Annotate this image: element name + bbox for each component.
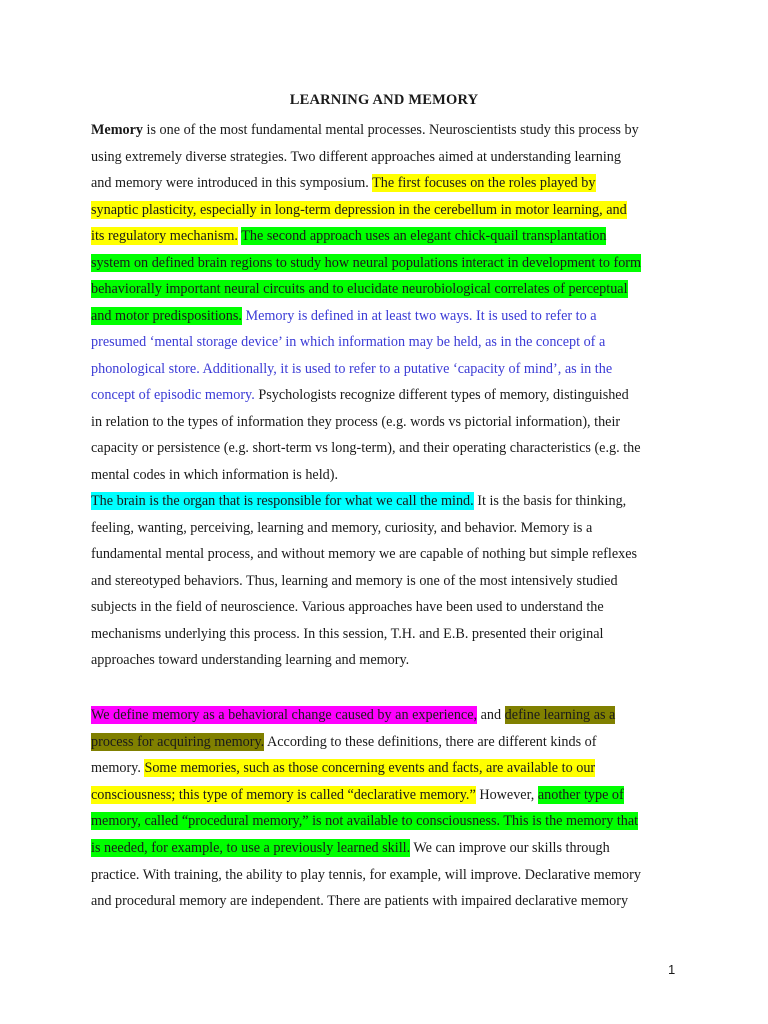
text-line [91, 386, 681, 404]
text-segment: using extremely diverse strategies. Two different approaches aimed at understanding learning [91, 148, 621, 165]
text-segment: The brain is the organ that is responsible for what we call the mind. [91, 493, 474, 509]
text-segment: We define memory as a behavioral change caused by an experience, [91, 707, 478, 723]
text-segment: and procedural memory are independent. There are patients with impaired declarative memory [91, 893, 629, 910]
text-segment: synaptic plasticity, especially in long-term depression in the cerebellum in motor learning, and [91, 201, 627, 218]
text-line [91, 254, 681, 272]
text-line [91, 413, 681, 431]
text-line [91, 572, 681, 590]
text-segment: another type of [537, 786, 624, 803]
text-line [91, 866, 681, 884]
text-segment: The first focuses on the roles played by [372, 175, 596, 191]
page-title: LEARNING AND MEMORY [289, 92, 479, 108]
text-line [91, 360, 681, 378]
text-line [91, 148, 681, 166]
text-segment: define learning as a [504, 707, 616, 723]
text-line [91, 545, 681, 563]
text-segment: in relation to the types of information they process (e.g. words vs pictorial information), their [91, 413, 621, 430]
text-segment: It is the basis for thinking, [473, 493, 627, 509]
text-segment: system on defined brain regions to study how neural populations interact in development to form [91, 254, 642, 271]
text-segment: Some memories, such as those concerning events and facts, are available to our [144, 760, 596, 777]
text-segment: memory, called “procedural memory,” is not available to consciousness. This is the memory that [91, 813, 639, 830]
text-segment: practice. With training, the ability to play tennis, for example, will improve. Declarative memory [91, 866, 641, 883]
text-segment: is one of the most fundamental mental processes. Neuroscientists study this process by [143, 122, 639, 138]
text-segment: behaviorally important neural circuits and to elucidate neurobiological correlates of perceptual [91, 281, 628, 297]
text-segment: subjects in the field of neuroscience. Various approaches have been used to understand the [91, 599, 604, 615]
text-line [91, 201, 681, 219]
text-segment: Memory is defined in at least two ways. It is used to refer to a [245, 307, 597, 324]
text-segment: consciousness; this type of memory is called “declarative memory.” [91, 786, 476, 803]
text-segment: According to these definitions, there are different kinds of [264, 733, 597, 750]
text-segment: mechanisms underlying this process. In this session, T.H. and E.B. presented their original [91, 625, 604, 642]
text-line [91, 466, 681, 484]
text-segment: fundamental mental process, and without memory we are capable of nothing but simple reflexes [91, 546, 638, 562]
text-line [91, 439, 681, 457]
text-segment: capacity or persistence (e.g. short-term vs long-term), and their operating characteristics (e.g. the [91, 440, 641, 456]
text-segment: process for acquiring memory. [91, 733, 265, 750]
page-number: 1 [668, 962, 676, 977]
text-segment: concept of episodic memory. [91, 387, 255, 403]
text-line [91, 519, 681, 537]
text-line [91, 625, 681, 643]
text-segment: and stereotyped behaviors. Thus, learning and memory is one of the most intensively studied [91, 572, 618, 589]
text-line [91, 892, 681, 910]
text-line [91, 174, 681, 192]
text-line [91, 492, 681, 510]
text-line [91, 333, 681, 351]
text-line [91, 227, 681, 245]
text-line [91, 839, 681, 857]
text-line [91, 759, 681, 777]
text-segment: Psychologists recognize different types of memory, distinguished [254, 387, 629, 403]
text-segment: feeling, wanting, perceiving, learning and memory, curiosity, and behavior. Memory is a [91, 519, 593, 536]
text-segment: Memory [91, 122, 143, 138]
text-segment: and memory were introduced in this symposium. [91, 175, 373, 191]
text-line [91, 598, 681, 616]
text-segment: The second approach uses an elegant chick-quail transplantation [241, 228, 607, 244]
text-line [91, 733, 681, 751]
text-segment: presumed ‘mental storage device’ in which information may be held, as in the concept of a [91, 334, 606, 350]
text-segment: and [477, 707, 505, 723]
text-segment: phonological store. Additionally, it is used to refer to a putative ‘capacity of mind’, as in the [91, 360, 613, 377]
text-line [91, 812, 681, 830]
text-segment: is needed, for example, to use a previously learned skill. [91, 840, 411, 856]
text-segment: memory. [91, 760, 145, 777]
text-segment: mental codes in which information is held). [91, 466, 339, 483]
text-line [91, 280, 681, 298]
text-segment: approaches toward understanding learning and memory. [91, 652, 410, 668]
text-segment: We can improve our skills through [410, 840, 610, 856]
text-line [91, 651, 681, 669]
text-segment: However, [475, 786, 538, 803]
text-line [91, 307, 681, 325]
text-line [91, 121, 681, 139]
text-line [91, 786, 681, 804]
text-segment: and motor predispositions. [91, 307, 242, 324]
text-segment: its regulatory mechanism. [91, 228, 238, 244]
text-line [91, 706, 681, 724]
